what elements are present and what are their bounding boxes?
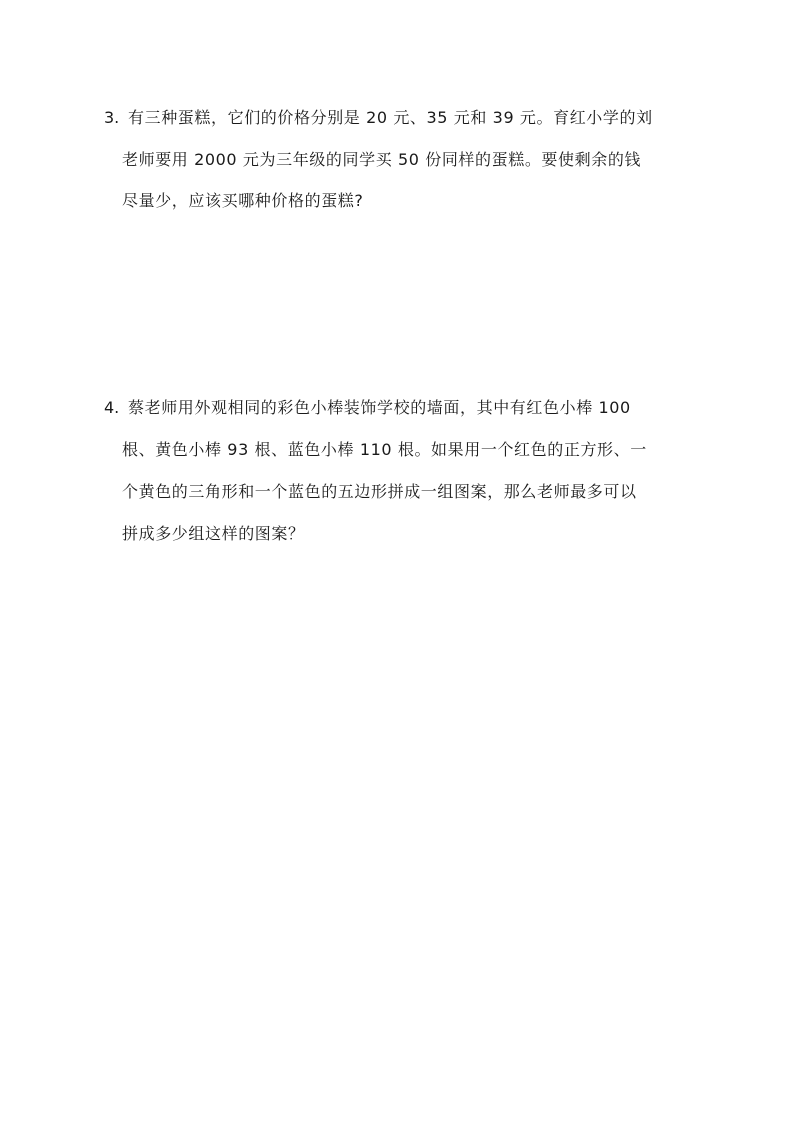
problem-text-line: 老师要用 2000 元为三年级的同学买 50 份同样的蛋糕。要使剩余的钱 bbox=[122, 150, 642, 169]
problem-text-line: 个黄色的三角形和一个蓝色的五边形拼成一组图案，那么老师最多可以 bbox=[122, 482, 637, 501]
problem-text-line: 蔡老师用外观相同的彩色小棒装饰学校的墙面，其中有红色小棒 100 bbox=[128, 398, 631, 417]
problem-text-line: 拼成多少组这样的图案？ bbox=[122, 524, 305, 543]
problem-4 bbox=[104, 398, 704, 548]
problem-number: 4. bbox=[104, 398, 120, 417]
problem-3 bbox=[104, 108, 704, 218]
problem-text-line: 尽量少，应该买哪种价格的蛋糕? bbox=[122, 191, 364, 210]
problem-text-line: 有三种蛋糕，它们的价格分别是 20 元、35 元和 39 元。育红小学的刘 bbox=[128, 108, 653, 127]
problem-text-line: 根、黄色小棒 93 根、蓝色小棒 110 根。如果用一个红色的正方形、一 bbox=[122, 440, 647, 459]
problem-number: 3. bbox=[104, 108, 120, 127]
